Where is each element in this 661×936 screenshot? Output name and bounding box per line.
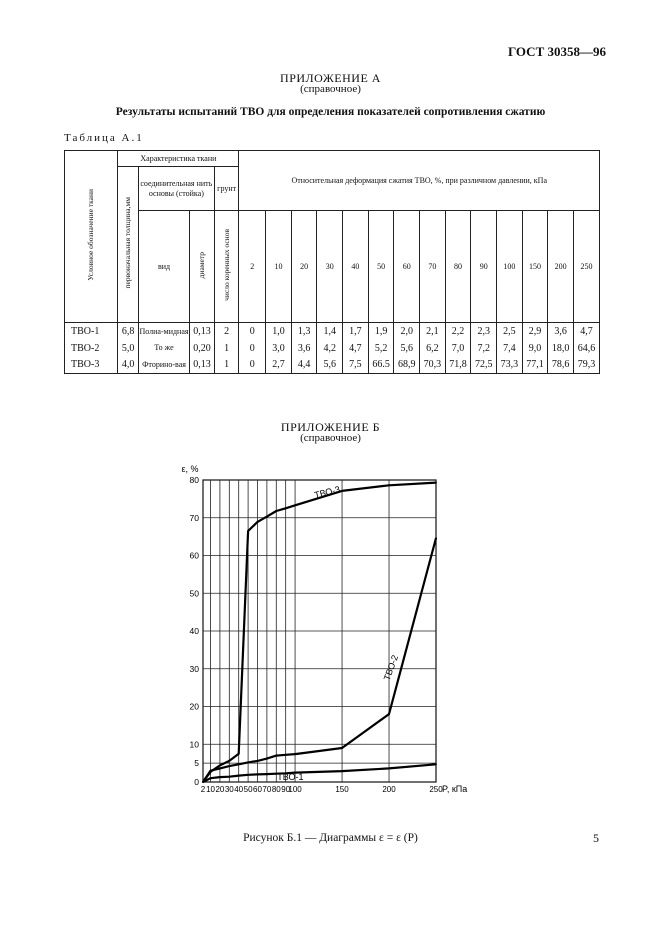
row-ends: 1 [214, 340, 239, 357]
row-value: 72,5 [471, 357, 497, 374]
data-point [275, 755, 277, 757]
series-label: ТВО-2 [381, 653, 401, 682]
data-point [266, 516, 268, 518]
table-row [65, 323, 600, 340]
data-point [238, 775, 240, 777]
x-tick-label: 100 [288, 785, 302, 794]
appendix-b-title: ПРИЛОЖЕНИЕ Б [280, 420, 381, 434]
pressure-header: 40 [343, 211, 369, 323]
appendix-a-title: ПРИЛОЖЕНИЕ А [280, 71, 381, 85]
row-value: 2,7 [266, 357, 292, 374]
x-tick-label: 30 [224, 785, 234, 794]
row-value: 64,6 [574, 340, 600, 357]
data-point [210, 777, 212, 779]
row-value: 2,9 [522, 323, 548, 340]
row-value: 2,5 [497, 323, 523, 340]
data-point [247, 530, 249, 532]
series-label: ТВО-3 [313, 484, 342, 501]
row-name: ТВО-1 [65, 323, 118, 340]
series-line [203, 764, 436, 782]
x-tick-label: 20 [215, 785, 225, 794]
row-diameter: 0,20 [190, 340, 215, 357]
header-thickness: первоначальная толщина,мм [118, 167, 139, 323]
data-point [388, 768, 390, 770]
data-point [238, 753, 240, 755]
header-diameter: диаметр [190, 211, 215, 323]
data-point [294, 504, 296, 506]
deformation-chart [170, 455, 470, 800]
row-ends: 1 [214, 357, 239, 374]
data-point [285, 754, 287, 756]
pressure-header: 200 [548, 211, 574, 323]
x-tick-label: 2 [200, 785, 206, 794]
header-ends: число коренных основ [214, 211, 239, 323]
data-point [247, 774, 249, 776]
row-thickness: 6,8 [118, 323, 139, 340]
y-tick-label: 70 [189, 512, 199, 523]
table-caption: Таблица А.1 [64, 132, 144, 144]
pressure-header: 250 [574, 211, 600, 323]
row-value: 4,4 [291, 357, 317, 374]
data-point [228, 760, 230, 762]
row-value: 3,0 [266, 340, 292, 357]
row-value: 4,7 [574, 323, 600, 340]
y-tick-label: 30 [189, 663, 199, 674]
pressure-header: 2 [239, 211, 266, 323]
row-value: 7,2 [471, 340, 497, 357]
x-tick-label: 80 [271, 785, 281, 794]
row-value: 4,2 [317, 340, 343, 357]
y-tick-label: 60 [189, 550, 199, 561]
row-value: 1,4 [317, 323, 343, 340]
data-point [257, 521, 259, 523]
row-value: 0 [239, 340, 266, 357]
x-tick-label: 150 [335, 785, 349, 794]
row-value: 3,6 [548, 323, 574, 340]
pressure-header: 60 [394, 211, 420, 323]
x-tick-label: 10 [206, 785, 215, 794]
row-value: 1,0 [266, 323, 292, 340]
y-tick-label: 5 [194, 758, 199, 769]
row-diameter: 0,13 [190, 323, 215, 340]
header-characteristics: Характеристика ткани [118, 151, 239, 167]
row-value: 5,6 [394, 340, 420, 357]
pressure-header: 70 [420, 211, 446, 323]
pressure-header: 90 [471, 211, 497, 323]
data-point [285, 507, 287, 509]
row-value: 68,9 [394, 357, 420, 374]
results-table [64, 150, 600, 374]
y-tick-label: 10 [189, 739, 199, 750]
appendix-a-subtitle: (справочное) [300, 83, 361, 95]
row-kind: Фторино-вая [138, 357, 189, 374]
appendix-a-heading: Результаты испытаний ТВО для определения показателей сопротивления сжатию [115, 106, 546, 118]
row-value: 73,3 [497, 357, 523, 374]
pressure-header: 80 [445, 211, 471, 323]
data-point [435, 537, 437, 539]
row-value: 79,3 [574, 357, 600, 374]
row-value: 5,6 [317, 357, 343, 374]
y-tick-label: 50 [189, 588, 199, 599]
data-point [257, 760, 259, 762]
x-tick-label: 60 [253, 785, 262, 794]
x-tick-label: 200 [382, 785, 396, 794]
x-axis-label: P, кПа [442, 784, 468, 794]
row-value: 2,0 [394, 323, 420, 340]
data-point [228, 765, 230, 767]
row-value: 1,3 [291, 323, 317, 340]
y-axis-label: ε, % [181, 464, 199, 474]
x-tick-label: 50 [243, 785, 253, 794]
row-value: 66.5 [368, 357, 394, 374]
page-number: 5 [593, 831, 599, 845]
pressure-header: 10 [266, 211, 292, 323]
data-point [435, 482, 437, 484]
row-value: 77,1 [522, 357, 548, 374]
row-value: 7,5 [343, 357, 369, 374]
data-point [247, 761, 249, 763]
pressure-header: 30 [317, 211, 343, 323]
x-tick-label: 40 [234, 785, 244, 794]
header-ground: грунт [214, 167, 239, 211]
header-designation: Условное обозначение ткани [65, 151, 118, 323]
header-thread: соединительная нить основы (стойка) [138, 167, 214, 211]
y-tick-label: 40 [189, 626, 199, 636]
data-point [202, 781, 204, 783]
row-value: 0 [239, 323, 266, 340]
row-thickness: 5,0 [118, 340, 139, 357]
data-point [275, 510, 277, 512]
appendix-b-subtitle: (справочное) [300, 432, 361, 444]
row-value: 0 [239, 357, 266, 374]
data-point [294, 753, 296, 755]
data-point [266, 773, 268, 775]
row-ends: 2 [214, 323, 239, 340]
pressure-header: 50 [368, 211, 394, 323]
x-tick-label: 90 [281, 785, 291, 794]
data-point [210, 771, 212, 773]
data-point [341, 747, 343, 749]
series-label: ТВО-1 [277, 772, 304, 783]
row-name: ТВО-2 [65, 340, 118, 357]
table-row [65, 340, 600, 357]
data-point [228, 776, 230, 778]
data-point [388, 484, 390, 486]
data-point [219, 764, 221, 766]
x-tick-label: 250 [429, 785, 443, 794]
row-value: 7,4 [497, 340, 523, 357]
figure-caption: Рисунок Б.1 — Диаграммы ε = ε (P) [243, 832, 418, 844]
x-tick-label: 70 [262, 785, 272, 794]
row-value: 4,7 [343, 340, 369, 357]
table-body [65, 323, 600, 374]
pressure-header: 150 [522, 211, 548, 323]
data-point [266, 758, 268, 760]
data-point [341, 490, 343, 492]
row-value: 7,0 [445, 340, 471, 357]
row-value: 9,0 [522, 340, 548, 357]
row-kind: Полиа-мидная [138, 323, 189, 340]
document-code: ГОСТ 30358—96 [507, 44, 606, 59]
row-value: 71,8 [445, 357, 471, 374]
row-kind: То же [138, 340, 189, 357]
data-point [257, 774, 259, 776]
y-tick-label: 0 [194, 777, 199, 787]
row-diameter: 0,13 [190, 357, 215, 374]
row-value: 3,6 [291, 340, 317, 357]
row-value: 2,2 [445, 323, 471, 340]
data-point [219, 776, 221, 778]
data-point [388, 713, 390, 715]
y-tick-label: 80 [189, 475, 199, 485]
row-value: 6,2 [420, 340, 446, 357]
header-deformation: Относительная деформация сжатия ТВО, %, при различном давлении, кПа [239, 151, 600, 211]
row-value: 1,9 [368, 323, 394, 340]
data-point [341, 770, 343, 772]
data-point [238, 763, 240, 765]
row-value: 70,3 [420, 357, 446, 374]
row-value: 5,2 [368, 340, 394, 357]
header-kind: вид [138, 211, 189, 323]
row-value: 2,3 [471, 323, 497, 340]
row-value: 78,6 [548, 357, 574, 374]
row-value: 2,1 [420, 323, 446, 340]
row-thickness: 4,0 [118, 357, 139, 374]
pressure-header: 20 [291, 211, 317, 323]
row-name: ТВО-3 [65, 357, 118, 374]
y-tick-label: 20 [189, 701, 199, 712]
data-point [219, 768, 221, 770]
row-value: 1,7 [343, 323, 369, 340]
table-row [65, 357, 600, 374]
data-point [435, 763, 437, 765]
pressure-header: 100 [497, 211, 523, 323]
row-value: 18,0 [548, 340, 574, 357]
series-line [203, 483, 436, 782]
